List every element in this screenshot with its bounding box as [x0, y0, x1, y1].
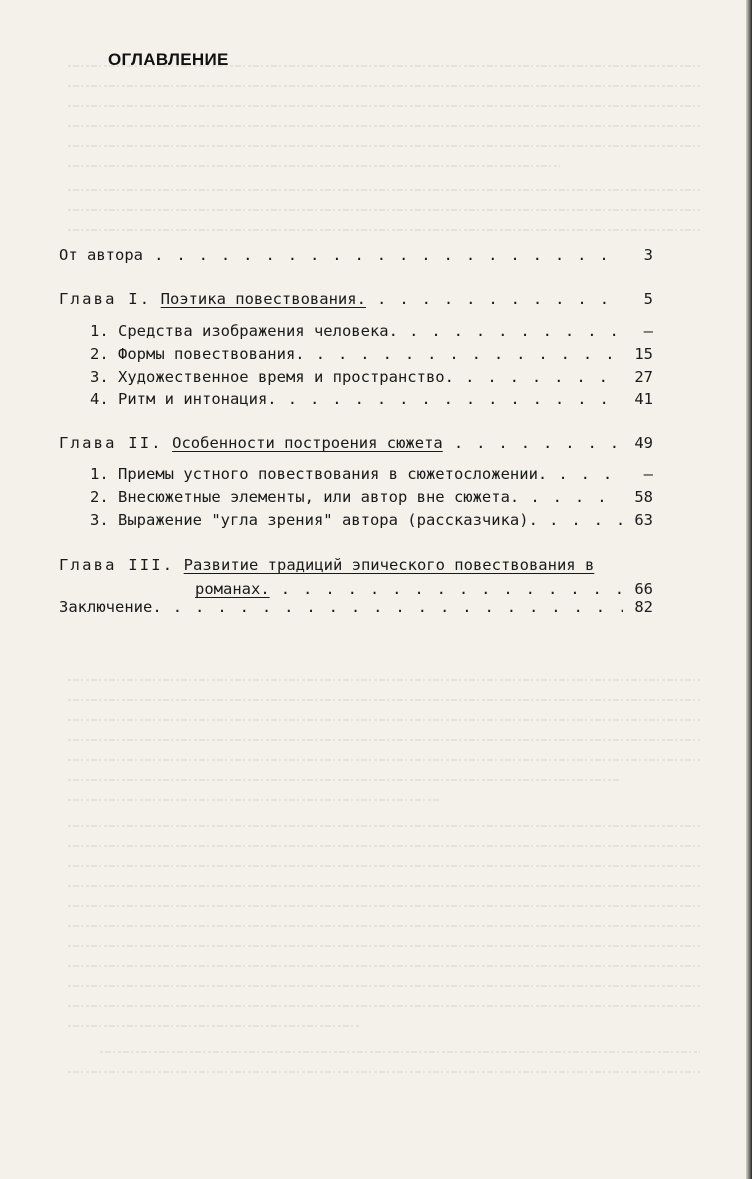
- toc-entry-2-1[interactable]: [90, 465, 653, 487]
- chapter-title: Особенности построения сюжета: [172, 434, 443, 452]
- toc-entry-chapter-1[interactable]: [59, 290, 653, 312]
- entry-page: 5: [643, 290, 653, 308]
- toc-entry-chapter-3[interactable]: [59, 556, 653, 578]
- entry-page: –: [643, 322, 653, 340]
- entry-page: 66: [634, 580, 653, 598]
- chapter-prefix: Глава II.: [59, 434, 163, 452]
- page-edge: [746, 0, 752, 1179]
- entry-page: 3: [643, 246, 653, 264]
- toc-entry-2-2[interactable]: [90, 488, 653, 510]
- entry-page: 82: [634, 598, 653, 616]
- toc-entry-2-3[interactable]: [90, 511, 653, 533]
- entry-page: 63: [634, 511, 653, 529]
- entry-title: 2. Формы повествования. . . .: [90, 345, 623, 363]
- entry-title: 3. Выражение "угла зрения" автора (рассказчика). . . .: [90, 511, 623, 529]
- entry-title: 1. Средства изображения человека. . . .: [90, 322, 623, 340]
- chapter-prefix: Глава III.: [59, 556, 175, 574]
- chapter-title-cont: романах.: [195, 580, 270, 598]
- toc-entry-1-1[interactable]: [90, 322, 653, 344]
- toc-entry-foreword[interactable]: [59, 246, 653, 268]
- entry-page: 15: [634, 345, 653, 363]
- entry-page: 58: [634, 488, 653, 506]
- entry-title: От автора . . .: [59, 246, 623, 264]
- entry-page: 27: [634, 368, 653, 386]
- entry-page: 41: [634, 390, 653, 408]
- chapter-title: Развитие традиций эпического повествования в: [183, 556, 595, 574]
- toc-heading: ОГЛАВЛЕНИЕ: [108, 50, 229, 69]
- toc-entry-conclusion[interactable]: [59, 598, 653, 620]
- toc-entry-chapter-2[interactable]: [59, 434, 653, 456]
- toc-entry-1-2[interactable]: [90, 345, 653, 367]
- entry-page: –: [643, 465, 653, 483]
- entry-page: 49: [634, 434, 653, 452]
- entry-title: Заключение. . . .: [59, 598, 623, 616]
- chapter-title: Поэтика повествования.: [160, 290, 366, 308]
- entry-title: 3. Художественное время и пространство. . . .: [90, 368, 623, 386]
- toc-entry-1-3[interactable]: [90, 368, 653, 390]
- chapter-prefix: Глава I.: [59, 290, 152, 308]
- entry-title: 2. Внесюжетные элементы, или автор вне сюжета. . . .: [90, 488, 623, 506]
- entry-title: 1. Приемы устного повествования в сюжетосложении. . . .: [90, 465, 623, 483]
- toc-entry-1-4[interactable]: [90, 390, 653, 412]
- entry-title: 4. Ритм и интонация. . . .: [90, 390, 623, 408]
